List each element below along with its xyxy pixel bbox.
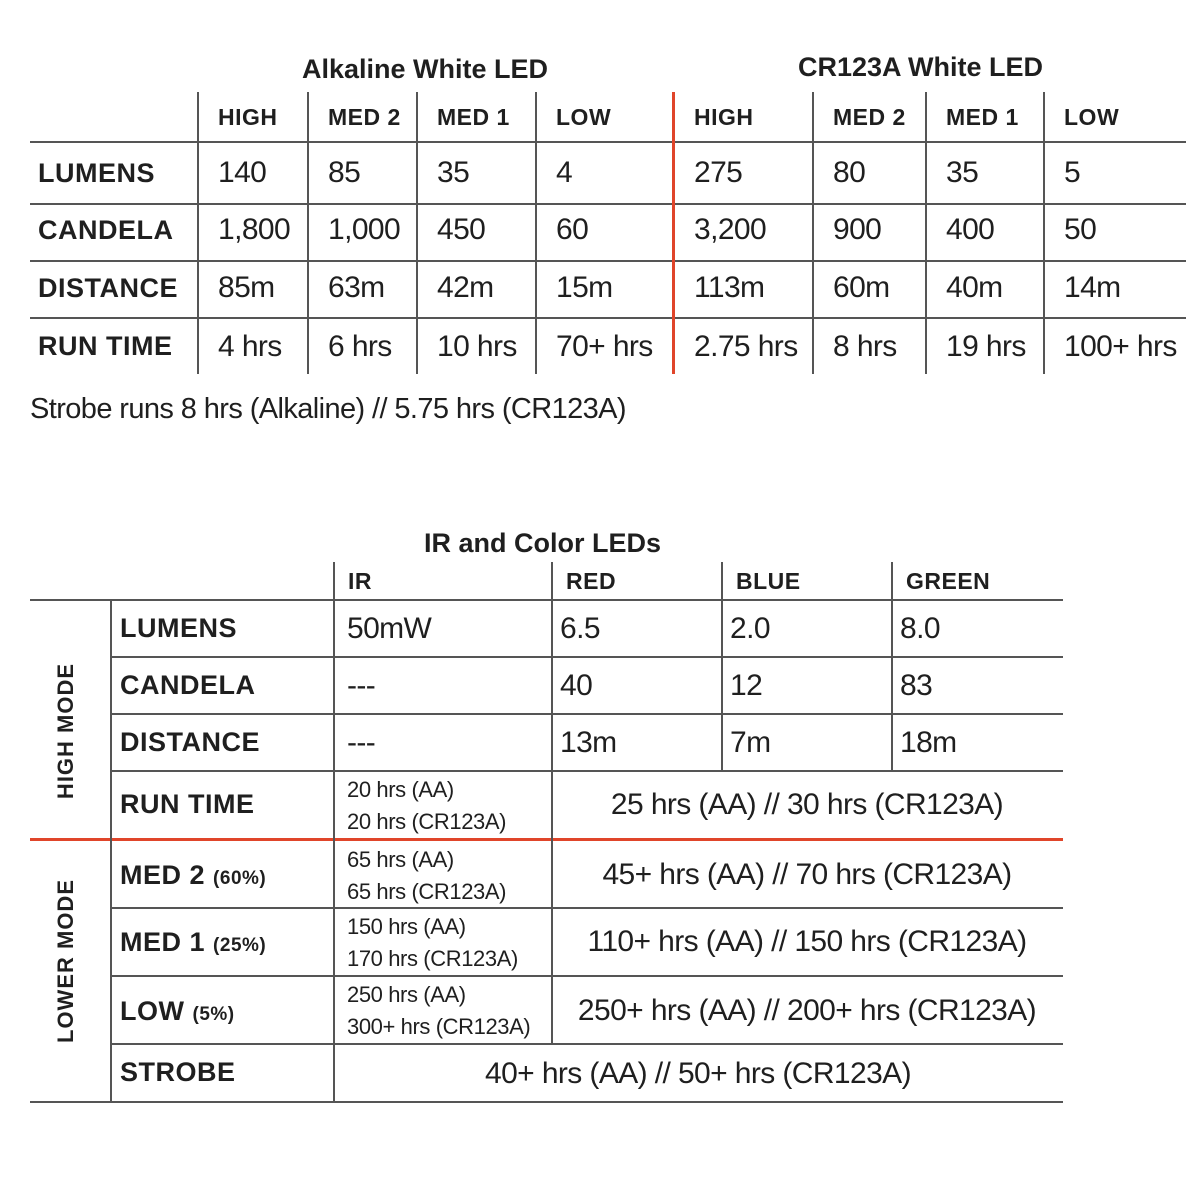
table-cell: --- [347, 726, 376, 759]
table2-rule [111, 770, 1063, 772]
table2-rule [111, 975, 1063, 977]
table2-rule [30, 599, 1063, 601]
col-header-alk-med1: MED 1 [437, 104, 510, 130]
table-cell: 35 [437, 156, 470, 189]
table-cell: 400 [946, 213, 995, 246]
table-cell: 42m [437, 271, 494, 304]
table2-rule [111, 1043, 1063, 1045]
row-label-run-time: RUN TIME [38, 331, 173, 361]
table2-col-rule [721, 562, 723, 772]
table2-rule [111, 656, 1063, 658]
table-cell: 12 [730, 669, 763, 702]
strobe-runtime: 40+ hrs (AA) // 50+ hrs (CR123A) [485, 1057, 911, 1090]
color-low: 250+ hrs (AA) // 200+ hrs (CR123A) [577, 994, 1037, 1027]
table-cell: 275 [694, 156, 743, 189]
ir-low-cr: 300+ hrs (CR123A) [347, 1014, 531, 1039]
table-cell: 6.5 [560, 612, 600, 645]
alkaline-title: Alkaline White LED [302, 54, 549, 84]
table2-col-rule [110, 599, 112, 1102]
table2-col-rule [333, 562, 335, 1102]
table-cell: 6 hrs [328, 330, 392, 363]
table-cell: 85m [218, 271, 275, 304]
table-cell: 10 hrs [437, 330, 517, 363]
table2-col-rule [891, 562, 893, 772]
table-cell: 140 [218, 156, 267, 189]
high-mode-label: HIGH MODE [53, 662, 78, 800]
strobe-note: Strobe runs 8 hrs (Alkaline) // 5.75 hrs (CR123A) [30, 393, 626, 425]
col-header-alk-med2: MED 2 [328, 104, 401, 130]
table-cell: 900 [833, 213, 882, 246]
table-cell: 2.0 [730, 612, 770, 645]
col-header-cr-low: LOW [1064, 104, 1120, 130]
table-cell: 40m [946, 271, 1003, 304]
table-cell: --- [347, 669, 376, 702]
col-header-blue: BLUE [736, 568, 801, 594]
ir-med1-cr: 170 hrs (CR123A) [347, 946, 518, 971]
table-cell: 5 [1064, 156, 1081, 189]
table1-rule [30, 317, 1186, 319]
table-cell: 15m [556, 271, 613, 304]
col-header-green: GREEN [906, 568, 991, 594]
table1-rule [30, 203, 1186, 205]
col-header-red: RED [566, 568, 617, 594]
table-cell: 14m [1064, 271, 1121, 304]
table-cell: 60m [833, 271, 890, 304]
table-cell: 13m [560, 726, 617, 759]
ir-runtime-aa: 20 hrs (AA) [347, 777, 454, 802]
ir-color-title: IR and Color LEDs [424, 528, 662, 558]
table-cell: 63m [328, 271, 385, 304]
table-cell: 2.75 hrs [694, 330, 798, 363]
table1-rule [30, 141, 1186, 143]
ir-low-aa: 250 hrs (AA) [347, 982, 466, 1007]
row-label-lumens: LUMENS [38, 158, 155, 188]
row-label-med1: MED 1 (25%) [120, 927, 267, 957]
table-cell: 80 [833, 156, 866, 189]
mode-divider [30, 838, 1063, 841]
col-header-ir: IR [348, 568, 372, 594]
lower-mode-label: LOWER MODE [53, 879, 78, 1043]
table1-col-rule [925, 92, 927, 374]
table-cell: 100+ hrs [1064, 330, 1177, 363]
table1-rule [30, 260, 1186, 262]
table1-col-rule [197, 92, 199, 374]
table1-col-rule [1043, 92, 1045, 374]
row-label-distance: DISTANCE [38, 273, 179, 303]
ir-med2-aa: 65 hrs (AA) [347, 847, 454, 872]
table1-col-rule [416, 92, 418, 374]
table-cell: 60 [556, 213, 589, 246]
table-cell: 40 [560, 669, 593, 702]
row-label-strobe: STROBE [120, 1057, 236, 1087]
row-label-low: LOW (5%) [120, 996, 235, 1026]
table-cell: 450 [437, 213, 486, 246]
table-cell: 70+ hrs [556, 330, 653, 363]
table1-col-rule [307, 92, 309, 374]
table-cell: 113m [694, 271, 765, 304]
table-cell: 7m [730, 726, 771, 759]
ir-med2-cr: 65 hrs (CR123A) [347, 879, 507, 904]
table2-rule [111, 907, 1063, 909]
table-cell: 8 hrs [833, 330, 897, 363]
table-cell: 19 hrs [946, 330, 1026, 363]
table-cell: 85 [328, 156, 361, 189]
ir-runtime-cr: 20 hrs (CR123A) [347, 809, 507, 834]
table1-col-rule [535, 92, 537, 374]
row-label-lumens: LUMENS [120, 613, 237, 643]
table-cell: 50 [1064, 213, 1097, 246]
table-cell: 18m [900, 726, 957, 759]
row-label-med2: MED 2 (60%) [120, 860, 267, 890]
table-cell: 50mW [347, 612, 432, 645]
color-runtime: 25 hrs (AA) // 30 hrs (CR123A) [610, 788, 1004, 821]
table-cell: 1,000 [328, 213, 401, 246]
table-cell: 83 [900, 669, 933, 702]
row-label-run-time: RUN TIME [120, 789, 255, 819]
table2-rule [111, 713, 1063, 715]
table-cell: 1,800 [218, 213, 291, 246]
cr123a-title: CR123A White LED [798, 52, 1044, 82]
table-cell: 8.0 [900, 612, 940, 645]
ir-med1-aa: 150 hrs (AA) [347, 914, 466, 939]
color-med1: 110+ hrs (AA) // 150 hrs (CR123A) [587, 925, 1027, 958]
table1-col-rule [812, 92, 814, 374]
battery-divider [672, 92, 675, 374]
table2-rule [30, 1101, 1063, 1103]
row-label-distance: DISTANCE [120, 727, 261, 757]
col-header-cr-med1: MED 1 [946, 104, 1019, 130]
col-header-cr-high: HIGH [694, 104, 754, 130]
col-header-alk-high: HIGH [218, 104, 278, 130]
row-label-candela: CANDELA [38, 215, 174, 245]
table-cell: 3,200 [694, 213, 767, 246]
table-cell: 4 [556, 156, 573, 189]
col-header-alk-low: LOW [556, 104, 612, 130]
row-label-candela: CANDELA [120, 670, 256, 700]
color-med2: 45+ hrs (AA) // 70 hrs (CR123A) [602, 858, 1012, 891]
table-cell: 4 hrs [218, 330, 282, 363]
table-cell: 35 [946, 156, 979, 189]
col-header-cr-med2: MED 2 [833, 104, 906, 130]
